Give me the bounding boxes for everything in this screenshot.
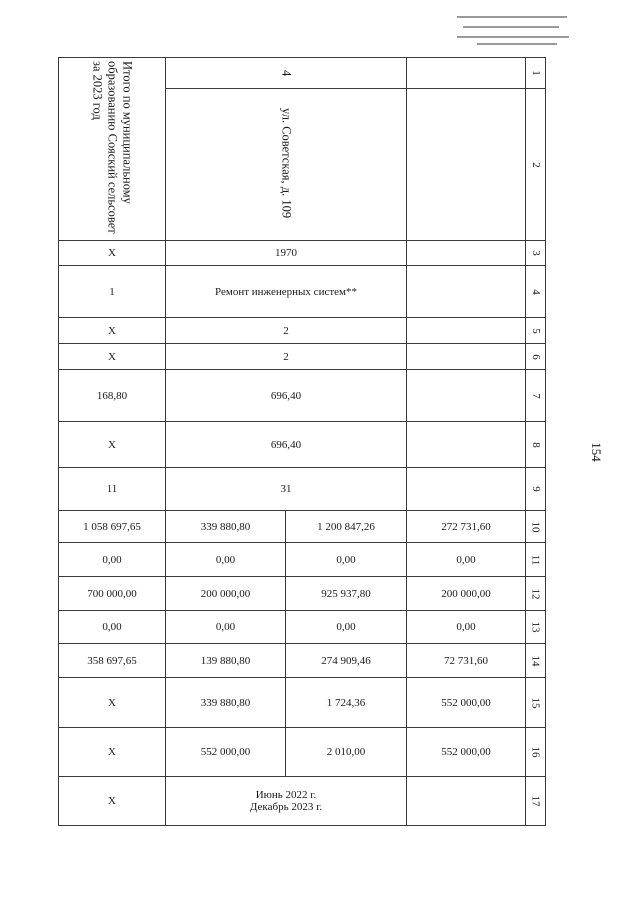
table-row: [59, 58, 546, 89]
table-row: [59, 728, 546, 777]
amount-cell: 339 880,80: [166, 678, 286, 728]
blank-cell: [407, 370, 526, 422]
amount-cell: 1 724,36: [286, 678, 407, 728]
value-cell: 696,40: [166, 422, 407, 468]
blank-cell: [407, 777, 526, 826]
amount-cell: 1 200 847,26: [286, 511, 407, 543]
value-cell: 31: [166, 468, 407, 511]
blank-cell: [407, 89, 526, 241]
total-cell: 0,00: [59, 543, 166, 577]
value-cell: 2: [166, 344, 407, 370]
blank-cell: [407, 344, 526, 370]
period-end: Декабрь 2023 г.: [249, 801, 323, 813]
row-number: 4: [526, 266, 546, 318]
row-number: 5: [526, 318, 546, 344]
table-row: [59, 644, 546, 678]
table-row: [59, 511, 546, 543]
table-row: [59, 266, 546, 318]
total-cell: Х: [59, 728, 166, 777]
table-row: [59, 577, 546, 611]
table-row: [59, 422, 546, 468]
period-start: Июнь 2022 г.: [255, 789, 317, 801]
amount-cell: 274 909,46: [286, 644, 407, 678]
value-cell: 2: [166, 318, 407, 344]
table-row: [59, 611, 546, 644]
row-number: 3: [526, 241, 546, 266]
amount-cell: 72 731,60: [407, 644, 526, 678]
period-cell: [166, 777, 407, 826]
amount-cell: 0,00: [166, 543, 286, 577]
total-cell: 168,80: [59, 370, 166, 422]
blank-cell: [407, 318, 526, 344]
row-number: 10: [526, 511, 546, 543]
amount-cell: 0,00: [286, 543, 407, 577]
blank-cell: [407, 58, 526, 89]
amount-cell: 2 010,00: [286, 728, 407, 777]
table-row: [59, 241, 546, 266]
row-number: 11: [526, 543, 546, 577]
total-cell: 1 058 697,65: [59, 511, 166, 543]
total-cell: Х: [59, 318, 166, 344]
table-row: [59, 370, 546, 422]
row-number: 6: [526, 344, 546, 370]
table-row: [59, 543, 546, 577]
table-row: [59, 777, 546, 826]
total-cell: 1: [59, 266, 166, 318]
amount-cell: 552 000,00: [407, 728, 526, 777]
amount-cell: 200 000,00: [407, 577, 526, 611]
amount-cell: 200 000,00: [166, 577, 286, 611]
total-cell: Х: [59, 241, 166, 266]
amount-cell: 0,00: [407, 543, 526, 577]
blank-cell: [407, 241, 526, 266]
value-cell: 696,40: [166, 370, 407, 422]
amount-cell: 552 000,00: [166, 728, 286, 777]
blank-cell: [407, 468, 526, 511]
value-cell: Ремонт инженерных систем**: [166, 266, 407, 318]
total-cell: 11: [59, 468, 166, 511]
amount-cell: 0,00: [166, 611, 286, 644]
total-header-cell: Итого по муниципальному образованию Сояский сельсовет за 2023 год: [59, 58, 166, 241]
amount-cell: 552 000,00: [407, 678, 526, 728]
amount-cell: 139 880,80: [166, 644, 286, 678]
amount-cell: 0,00: [407, 611, 526, 644]
row-number: 15: [526, 678, 546, 728]
address-cell: ул. Советская, д. 109: [166, 89, 407, 241]
repair-schedule-table: [58, 57, 546, 826]
page-number: 154: [589, 442, 604, 462]
amount-cell: 339 880,80: [166, 511, 286, 543]
amount-cell: 925 937,80: [286, 577, 407, 611]
table-row: [59, 678, 546, 728]
total-cell: 358 697,65: [59, 644, 166, 678]
amount-cell: 272 731,60: [407, 511, 526, 543]
row-number: 9: [526, 468, 546, 511]
stamp-mark: [457, 12, 571, 46]
total-cell: Х: [59, 344, 166, 370]
total-cell: 0,00: [59, 611, 166, 644]
item-number-cell: 4: [166, 58, 407, 89]
blank-cell: [407, 266, 526, 318]
row-number: 12: [526, 577, 546, 611]
total-cell: Х: [59, 777, 166, 826]
row-number: 16: [526, 728, 546, 777]
total-cell: 700 000,00: [59, 577, 166, 611]
row-number: 7: [526, 370, 546, 422]
row-number: 2: [526, 89, 546, 241]
value-cell: 1970: [166, 241, 407, 266]
table-row: [59, 318, 546, 344]
total-cell: Х: [59, 678, 166, 728]
row-number: 8: [526, 422, 546, 468]
table-row: [59, 468, 546, 511]
row-number: 17: [526, 777, 546, 826]
amount-cell: 0,00: [286, 611, 407, 644]
total-cell: Х: [59, 422, 166, 468]
row-number: 13: [526, 611, 546, 644]
row-number: 14: [526, 644, 546, 678]
table-row: [59, 344, 546, 370]
row-number: 1: [526, 58, 546, 89]
blank-cell: [407, 422, 526, 468]
